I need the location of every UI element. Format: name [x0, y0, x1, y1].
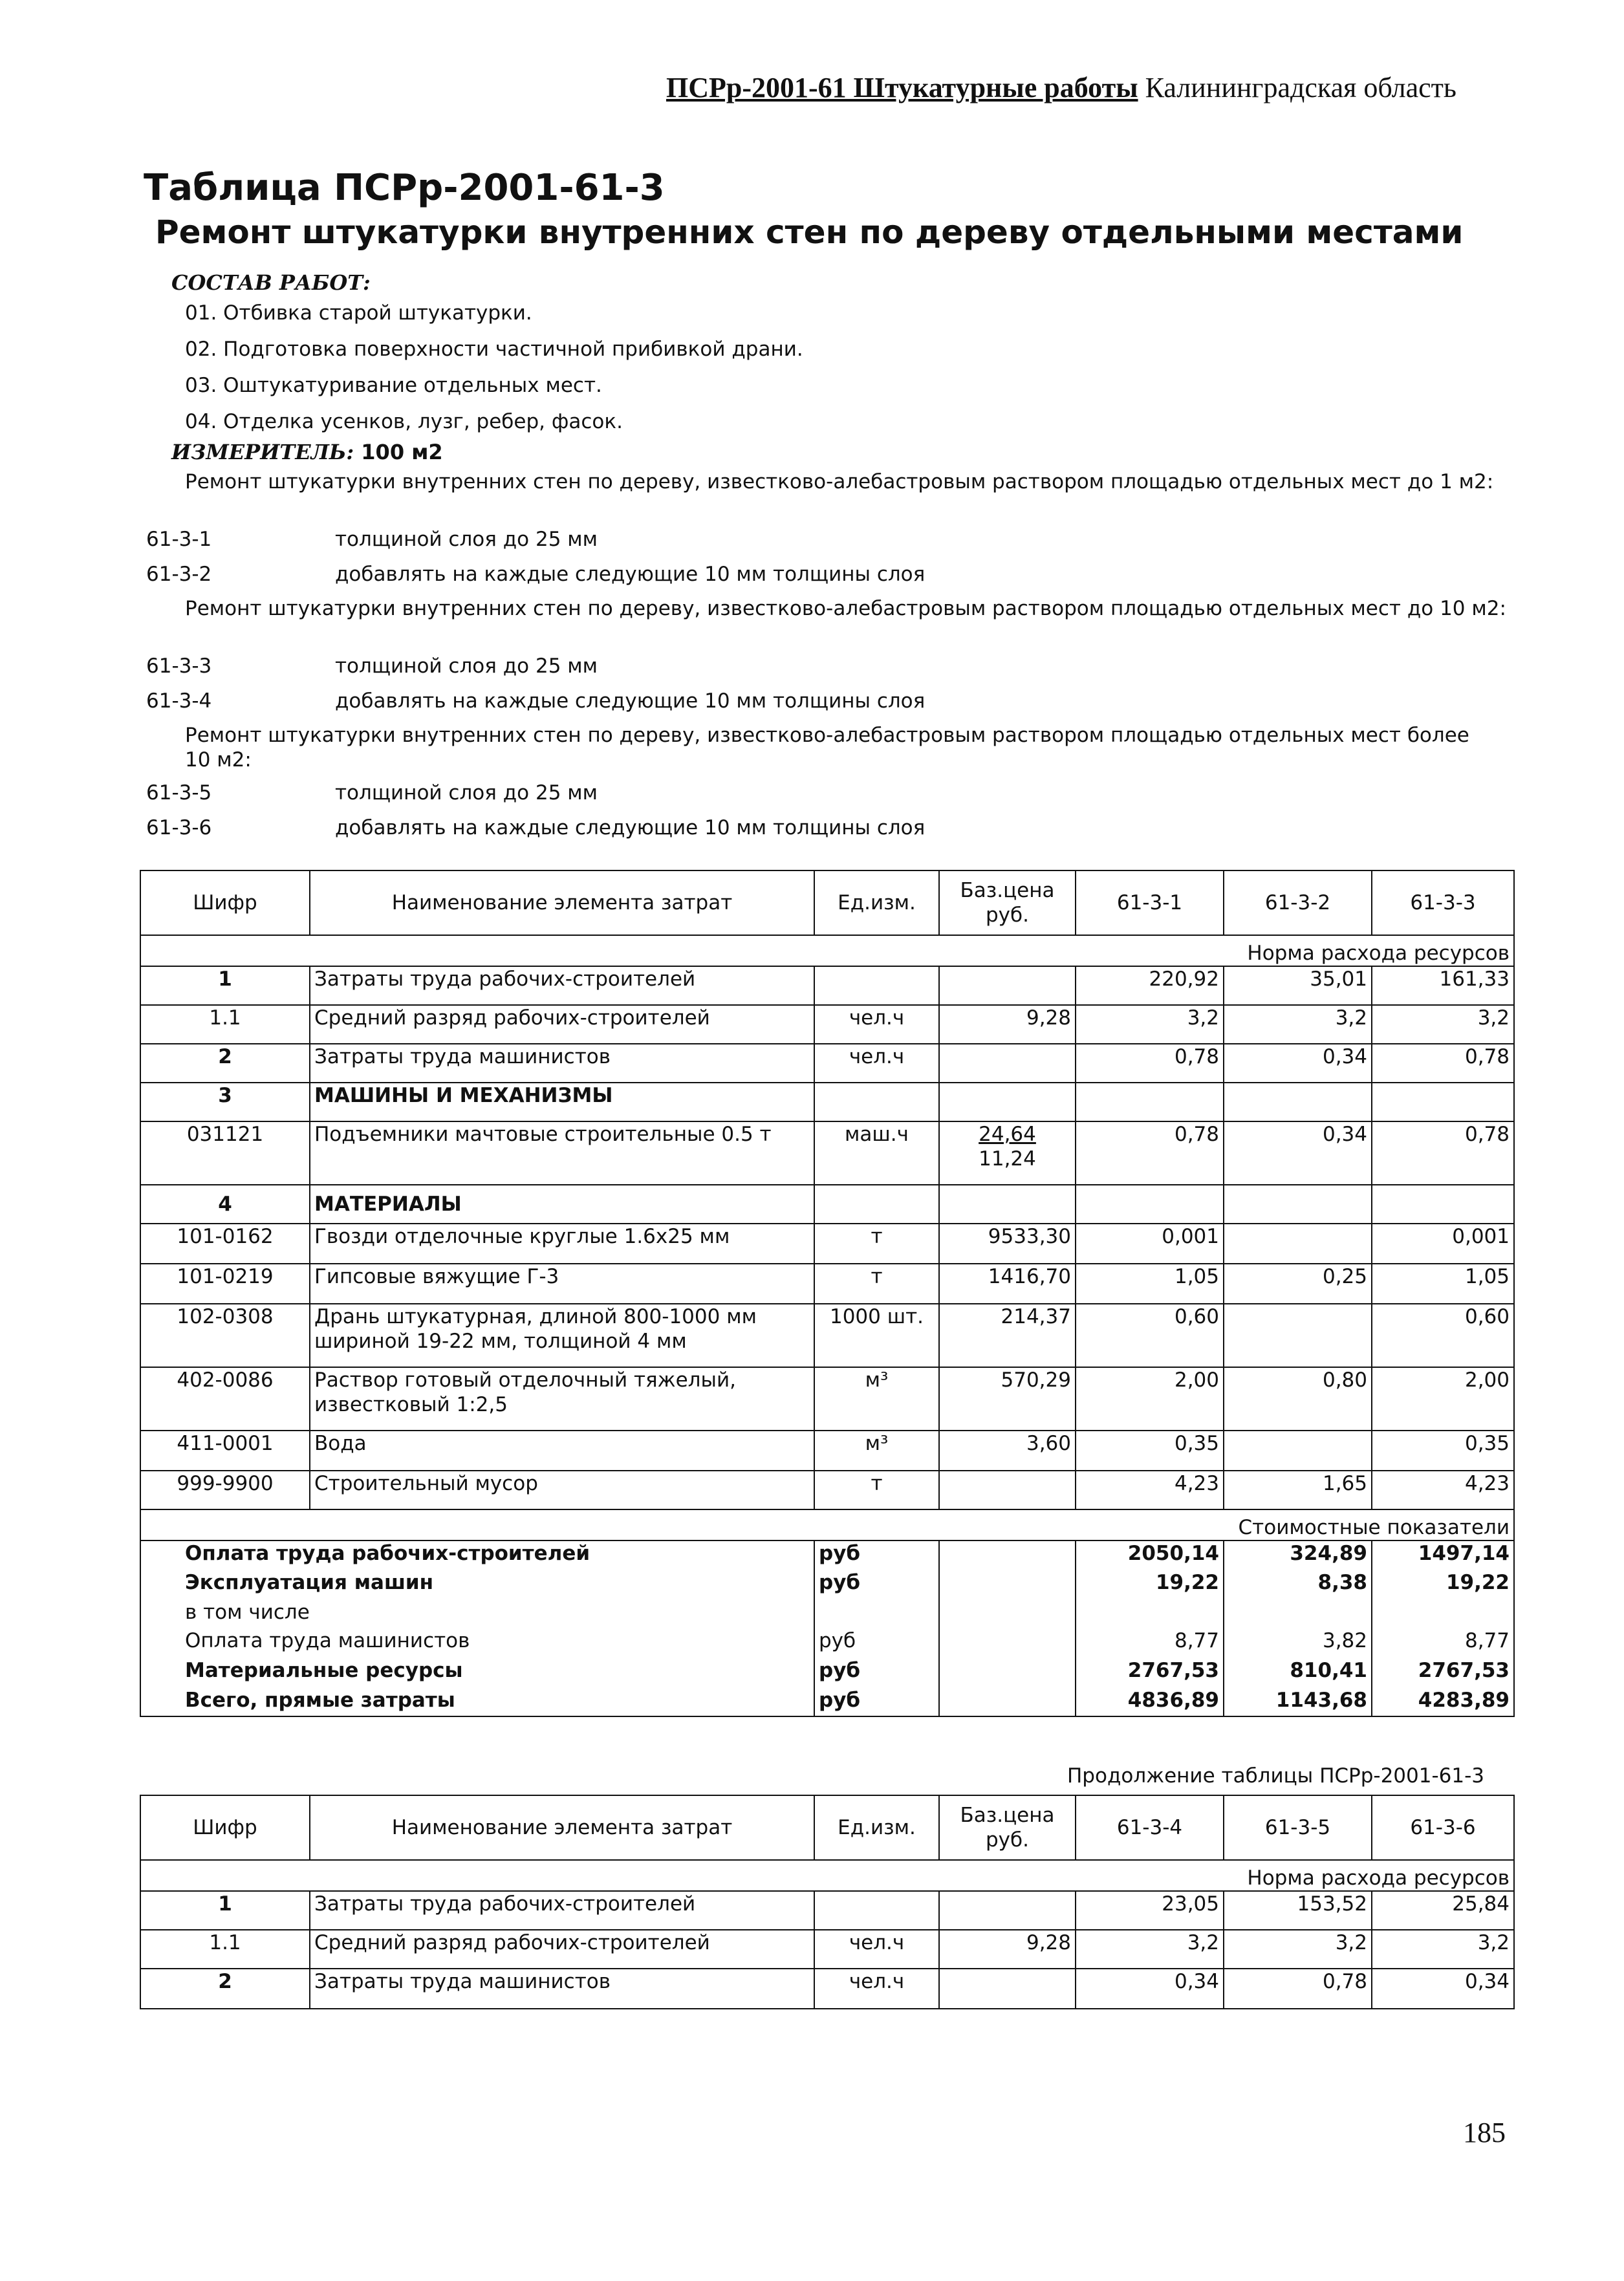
column-header: Баз.цена руб. [939, 870, 1076, 935]
cell-unit: маш.ч [814, 1121, 939, 1185]
rate-code: 61-3-6 [146, 816, 212, 839]
cost-value: 2050,14 [1076, 1540, 1224, 1570]
cell-value: 0,60 [1372, 1304, 1514, 1367]
cell-name: Гипсовые вяжущие Г-3 [310, 1264, 814, 1304]
group-intro: Ремонт штукатурки внутренних стен по дереву, известково-алебастровым раствором площадью отдельных мест до 1 м2: [185, 470, 1494, 493]
column-header: Баз.цена руб. [939, 1795, 1076, 1860]
table-header-row [140, 870, 1514, 935]
cell-name: Дрань штукатурная, длиной 800-1000 мм шириной 19-22 мм, толщиной 4 мм [310, 1304, 814, 1367]
cell-value: 0,34 [1076, 1969, 1224, 2009]
cell-price: 9,28 [939, 1930, 1076, 1969]
table-subtitle: Ремонт штукатурки внутренних стен по дереву отдельными местами [155, 213, 1464, 251]
cost-label: в том числе [140, 1600, 814, 1628]
cell-name: Вода [310, 1431, 814, 1471]
group-intro: Ремонт штукатурки внутренних стен по дереву, известково-алебастровым раствором площадью отдельных мест более 10 м2: [185, 724, 1469, 772]
cell-name: Затраты труда машинистов [310, 1969, 814, 2009]
cell-code: 1.1 [140, 1930, 310, 1969]
cell-price: 3,60 [939, 1431, 1076, 1471]
cost-value: 8,77 [1076, 1628, 1224, 1658]
cell-value: 3,2 [1224, 1005, 1372, 1044]
cost-unit: руб [814, 1570, 939, 1600]
cell-price [939, 1121, 1076, 1185]
column-header: 61-3-3 [1372, 870, 1514, 935]
column-header: 61-3-4 [1076, 1795, 1224, 1860]
cell-value: 25,84 [1372, 1891, 1514, 1930]
table-title: Таблица ПСРр-2001-61-3 [144, 167, 665, 209]
cell-unit: чел.ч [814, 1930, 939, 1969]
cell-value: 0,60 [1076, 1304, 1224, 1367]
cell-value: 0,34 [1224, 1121, 1372, 1185]
cell-value: 0,78 [1372, 1121, 1514, 1185]
cell-name: Гвозди отделочные круглые 1.6х25 мм [310, 1224, 814, 1264]
cell-code: 1 [140, 966, 310, 1005]
table-row [140, 966, 1514, 1005]
column-header: 61-3-2 [1224, 870, 1372, 935]
cell-value: 1,05 [1372, 1264, 1514, 1304]
cell-price: 570,29 [939, 1367, 1076, 1431]
cost-value: 3,82 [1224, 1628, 1372, 1658]
norm-caption-row [140, 1860, 1514, 1891]
norm-caption-row [140, 935, 1514, 966]
table-row [140, 1121, 1514, 1185]
cell-name: Затраты труда машинистов [310, 1044, 814, 1083]
cell-unit [814, 1891, 939, 1930]
cell-code: 1 [140, 1891, 310, 1930]
table-row [140, 1471, 1514, 1509]
cost-value: 2767,53 [1076, 1658, 1224, 1688]
cell-price [939, 1969, 1076, 2009]
cost-value: 810,41 [1224, 1658, 1372, 1688]
cell-code: 2 [140, 1969, 310, 2009]
cell-value: 0,78 [1076, 1044, 1224, 1083]
cost-label: Всего, прямые затраты [140, 1688, 814, 1716]
table-row [140, 1367, 1514, 1431]
cell-unit: т [814, 1224, 939, 1264]
cell-value: 0,34 [1372, 1969, 1514, 2009]
cost-row [140, 1688, 1514, 1716]
cell-unit [814, 966, 939, 1005]
cell-code: 102-0308 [140, 1304, 310, 1367]
cell-name: Раствор готовый отделочный тяжелый, известковый 1:2,5 [310, 1367, 814, 1431]
cell-value: 153,52 [1224, 1891, 1372, 1930]
cell-code: 2 [140, 1044, 310, 1083]
table-row [140, 1005, 1514, 1044]
section-title: МАШИНЫ И МЕХАНИЗМЫ [310, 1083, 814, 1121]
cost-unit: руб [814, 1688, 939, 1716]
table-row [140, 1224, 1514, 1264]
header-code-title: ПСРр-2001-61 Штукатурные работы [666, 72, 1138, 103]
cell-unit: м³ [814, 1367, 939, 1431]
column-header: Наименование элемента затрат [310, 1795, 814, 1860]
cell-name: Средний разряд рабочих-строителей [310, 1005, 814, 1044]
cell-unit: т [814, 1264, 939, 1304]
cell-value: 3,2 [1076, 1930, 1224, 1969]
cost-value: 19,22 [1076, 1570, 1224, 1600]
cost-label: Эксплуатация машин [140, 1570, 814, 1600]
running-header [666, 71, 1456, 104]
cell-value: 0,001 [1076, 1224, 1224, 1264]
page-number: 185 [1463, 2117, 1506, 2148]
cell-value: 3,2 [1224, 1930, 1372, 1969]
section-row [140, 1185, 1514, 1224]
rate-code: 61-3-2 [146, 563, 212, 586]
table-row [140, 1969, 1514, 2009]
price-labor: 11,24 [979, 1147, 1036, 1171]
work-item: 01. Отбивка старой штукатурки. [185, 301, 532, 325]
rate-code: 61-3-5 [146, 781, 212, 805]
column-header: Ед.изм. [814, 1795, 939, 1860]
cell-price [939, 1044, 1076, 1083]
cost-row [140, 1600, 1514, 1628]
cell-unit: т [814, 1471, 939, 1509]
header-region: Калининградская область [1145, 72, 1456, 103]
rate-code: 61-3-1 [146, 528, 212, 551]
cost-label: Материальные ресурсы [140, 1658, 814, 1688]
cost-value: 8,77 [1372, 1628, 1514, 1658]
cost-value: 324,89 [1224, 1540, 1372, 1570]
table-row [140, 1304, 1514, 1367]
cell-value: 2,00 [1372, 1367, 1514, 1431]
cell-unit: чел.ч [814, 1969, 939, 2009]
cell-price [939, 1891, 1076, 1930]
meter-line [171, 440, 443, 464]
cell-value: 0,25 [1224, 1264, 1372, 1304]
cell-code: 031121 [140, 1121, 310, 1185]
norm-caption: Норма расхода ресурсов [140, 935, 1514, 966]
cell-value [1224, 1431, 1372, 1471]
cell-value: 3,2 [1076, 1005, 1224, 1044]
column-header: Шифр [140, 1795, 310, 1860]
cell-code: 3 [140, 1083, 310, 1121]
cell-value: 0,78 [1372, 1044, 1514, 1083]
cell-code: 402-0086 [140, 1367, 310, 1431]
cell-code: 4 [140, 1185, 310, 1224]
cell-value: 1,05 [1076, 1264, 1224, 1304]
work-composition-label: СОСТАВ РАБОТ: [171, 270, 371, 295]
rate-description: добавлять на каждые следующие 10 мм толщины слоя [335, 563, 926, 586]
table-row [140, 1044, 1514, 1083]
table-row [140, 1930, 1514, 1969]
cell-value: 220,92 [1076, 966, 1224, 1005]
cost-unit: руб [814, 1540, 939, 1570]
group-intro: Ремонт штукатурки внутренних стен по дереву, известково-алебастровым раствором площадью отдельных мест до 10 м2: [185, 597, 1506, 620]
table-row [140, 1264, 1514, 1304]
cell-name: Затраты труда рабочих-строителей [310, 1891, 814, 1930]
resource-table-1 [140, 870, 1515, 1717]
cost-row [140, 1540, 1514, 1570]
cost-value: 8,38 [1224, 1570, 1372, 1600]
cost-caption: Стоимостные показатели [140, 1509, 1514, 1540]
table-row [140, 1891, 1514, 1930]
cell-value: 3,2 [1372, 1930, 1514, 1969]
work-item: 02. Подготовка поверхности частичной прибивкой драни. [185, 338, 803, 361]
column-header: Шифр [140, 870, 310, 935]
meter-value: 100 м2 [361, 440, 443, 464]
cell-value [1224, 1224, 1372, 1264]
cell-name: Подъемники мачтовые строительные 0.5 т [310, 1121, 814, 1185]
rate-description: толщиной слоя до 25 мм [335, 528, 598, 551]
table-row [140, 1431, 1514, 1471]
cell-value: 4,23 [1076, 1471, 1224, 1509]
cell-value [1224, 1304, 1372, 1367]
cell-unit: 1000 шт. [814, 1304, 939, 1367]
cell-unit: м³ [814, 1431, 939, 1471]
cell-value: 35,01 [1224, 966, 1372, 1005]
cell-name: Средний разряд рабочих-строителей [310, 1930, 814, 1969]
cell-value: 0,35 [1076, 1431, 1224, 1471]
cell-price [939, 1471, 1076, 1509]
cost-caption-row [140, 1509, 1514, 1540]
cell-value: 0,78 [1224, 1969, 1372, 2009]
meter-label: ИЗМЕРИТЕЛЬ: [171, 440, 354, 464]
cell-code: 101-0162 [140, 1224, 310, 1264]
rate-description: добавлять на каждые следующие 10 мм толщины слоя [335, 816, 926, 839]
column-header: Наименование элемента затрат [310, 870, 814, 935]
cell-price: 214,37 [939, 1304, 1076, 1367]
cell-unit: чел.ч [814, 1005, 939, 1044]
cell-price: 9533,30 [939, 1224, 1076, 1264]
cell-name: Затраты труда рабочих-строителей [310, 966, 814, 1005]
column-header: 61-3-1 [1076, 870, 1224, 935]
rate-code: 61-3-4 [146, 689, 212, 713]
cost-value: 1143,68 [1224, 1688, 1372, 1716]
cell-value: 2,00 [1076, 1367, 1224, 1431]
resource-table-2 [140, 1795, 1515, 2009]
rate-code: 61-3-3 [146, 654, 212, 678]
rate-description: добавлять на каждые следующие 10 мм толщины слоя [335, 689, 926, 713]
cost-row [140, 1658, 1514, 1688]
cell-value: 0,001 [1372, 1224, 1514, 1264]
cost-value: 4836,89 [1076, 1688, 1224, 1716]
continuation-caption: Продолжение таблицы ПСРр-2001-61-3 [1067, 1764, 1485, 1788]
cell-value: 3,2 [1372, 1005, 1514, 1044]
cost-unit: руб [814, 1658, 939, 1688]
cost-value: 2767,53 [1372, 1658, 1514, 1688]
price-current: 24,64 [979, 1123, 1036, 1146]
cell-code: 101-0219 [140, 1264, 310, 1304]
cell-unit: чел.ч [814, 1044, 939, 1083]
section-row [140, 1083, 1514, 1121]
column-header: Ед.изм. [814, 870, 939, 935]
work-item: 04. Отделка усенков, лузг, ребер, фасок. [185, 410, 623, 433]
cost-value: 19,22 [1372, 1570, 1514, 1600]
cell-value: 4,23 [1372, 1471, 1514, 1509]
cost-value: 1497,14 [1372, 1540, 1514, 1570]
cell-value: 161,33 [1372, 966, 1514, 1005]
section-title: МАТЕРИАЛЫ [310, 1185, 814, 1224]
column-header: 61-3-6 [1372, 1795, 1514, 1860]
cell-name: Строительный мусор [310, 1471, 814, 1509]
cell-code: 411-0001 [140, 1431, 310, 1471]
column-header: 61-3-5 [1224, 1795, 1372, 1860]
cell-code: 1.1 [140, 1005, 310, 1044]
cell-code: 999-9900 [140, 1471, 310, 1509]
table-header-row [140, 1795, 1514, 1860]
rate-description: толщиной слоя до 25 мм [335, 781, 598, 805]
norm-caption: Норма расхода ресурсов [140, 1860, 1514, 1891]
cell-price: 1416,70 [939, 1264, 1076, 1304]
cell-value: 1,65 [1224, 1471, 1372, 1509]
cost-value: 4283,89 [1372, 1688, 1514, 1716]
cell-price [939, 966, 1076, 1005]
rate-description: толщиной слоя до 25 мм [335, 654, 598, 678]
cost-label: Оплата труда машинистов [140, 1628, 814, 1658]
cell-value: 0,35 [1372, 1431, 1514, 1471]
cell-value: 0,80 [1224, 1367, 1372, 1431]
work-item: 03. Оштукатуривание отдельных мест. [185, 374, 602, 397]
cost-row [140, 1570, 1514, 1600]
cost-row [140, 1628, 1514, 1658]
cost-unit: руб [814, 1628, 939, 1658]
cell-value: 23,05 [1076, 1891, 1224, 1930]
cell-value: 0,34 [1224, 1044, 1372, 1083]
cell-price: 9,28 [939, 1005, 1076, 1044]
cell-value: 0,78 [1076, 1121, 1224, 1185]
cost-label: Оплата труда рабочих-строителей [140, 1540, 814, 1570]
